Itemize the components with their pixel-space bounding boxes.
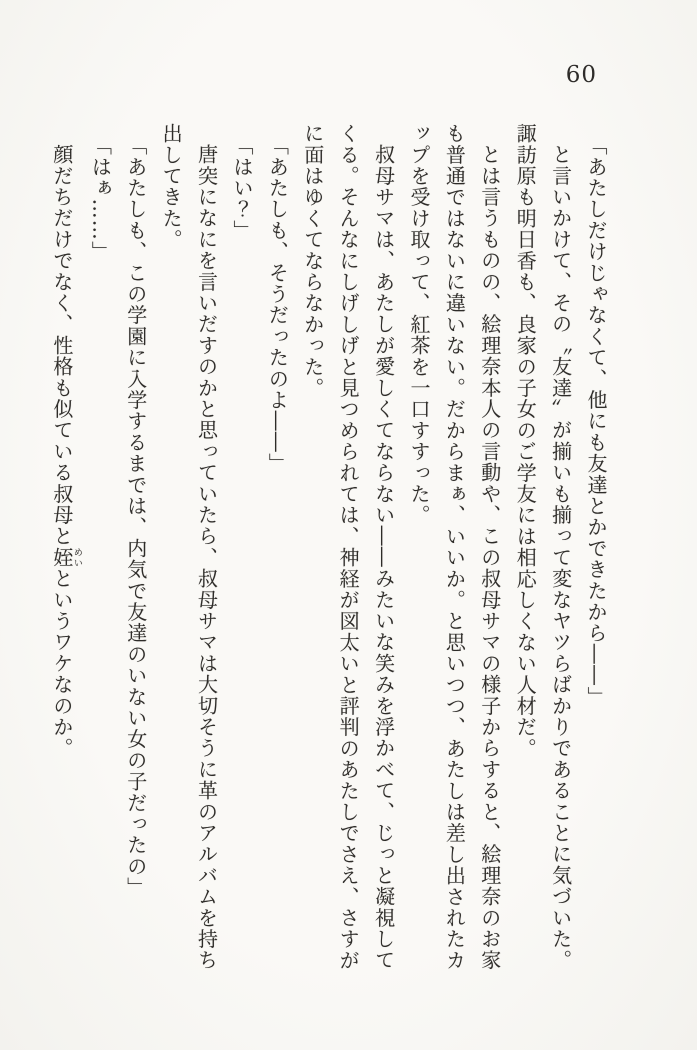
text-line: 「はい？」 [229, 135, 254, 241]
text-line: と言いかけて、その〝友達〟が揃いも揃って変なヤツらばかりであることに気づいた。 [548, 144, 573, 971]
text-line: 諏訪原も明日香も、良家の子女のご学友には相応しくない人材だ。 [513, 123, 538, 759]
text-line: 「あたしだけじゃなくて、他にも友達とかできたから――」 [584, 135, 608, 708]
text-line [44, 123, 82, 995]
text-line: 唐突になにを言いだすのかと思っていたら、叔母サマは大切そうに革のアルバムを持ち [194, 144, 219, 971]
text-block [44, 123, 614, 995]
text-line: 叔母サマは、あたしが愛しくてならない――みたいな笑みを浮かべて、じっと凝視して [371, 144, 396, 971]
text-line: くる。そんなにしげしげと見つめられては、神経が図太いと評判のあたしでさえ、さすが [336, 123, 361, 971]
text-line: 「はぁ……」 [88, 135, 113, 263]
text-segment: 顔だちだけでなく、性格も似ている叔母と [49, 144, 74, 547]
page-number: 60 [565, 62, 597, 88]
text-line: に面はゆくてならなかった。 [300, 123, 325, 399]
ruby-base: 姪 [49, 546, 74, 569]
text-segment: というワケなのか。 [49, 568, 74, 759]
text-line: ップを受け取って、紅茶を一口すすった。 [406, 123, 431, 526]
ruby-furigana: めい [71, 546, 82, 569]
text-line: 出してきた。 [159, 123, 184, 251]
text-line: も普通ではないに違いない。だからまぁ、いいか。と思いつつ、あたしは差し出されたカ [442, 123, 467, 971]
text-line: 「あたしも、この学園に入学するまでは、内気で友達のいない女の子だったの」 [123, 135, 148, 899]
text-line: とは言うものの、絵理奈本人の言動や、この叔母サマの様子からすると、絵理奈のお家 [477, 144, 502, 971]
text-line: 「あたしも、そうだったのよ――」 [265, 135, 290, 475]
ruby-niece [49, 546, 82, 569]
